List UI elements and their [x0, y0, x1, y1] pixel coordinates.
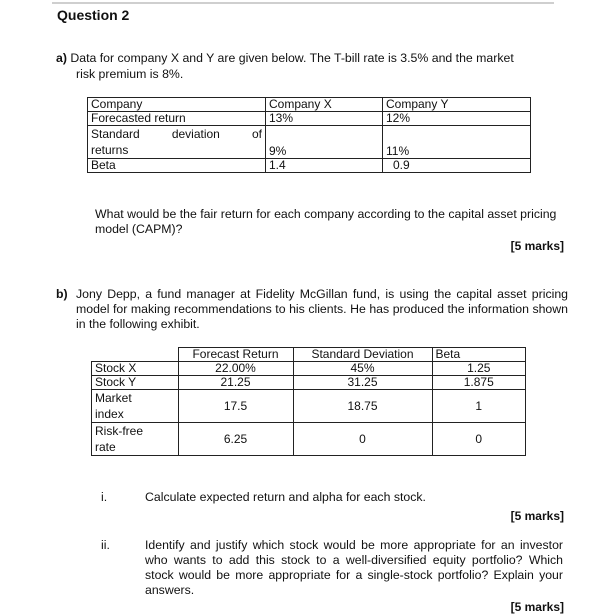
table-row	[92, 390, 526, 423]
company-data-table	[87, 97, 531, 173]
table-cell-sd-label	[88, 126, 266, 159]
table-header-cell	[92, 348, 179, 362]
table-cell: 6.25	[178, 423, 293, 456]
top-divider	[52, 2, 554, 4]
table-cell: 1	[432, 390, 526, 423]
table-cell: 22.00%	[178, 362, 293, 376]
table-cell: 1.25	[432, 362, 526, 376]
stock-exhibit-table	[91, 347, 526, 456]
sub-ii-text: Identify and justify which stock would be more appropriate for an investor who wants to add this stock to a well-diversified equity portfolio? Which stock would be more appropriate for a single-stock portfolio? Explain your answers.	[145, 538, 563, 597]
table-cell: 18.75	[293, 390, 432, 423]
table-row	[92, 376, 526, 390]
table-header-row	[92, 348, 526, 362]
table-cell: 0	[432, 423, 526, 456]
part-a-marks: [5 marks]	[510, 239, 564, 253]
table-cell: Beta	[88, 159, 266, 173]
sd-word: Standard	[91, 127, 140, 141]
part-b-intro-text: Jony Depp, a fund manager at Fidelity McGillan fund, is using the capital asset pricing model for making recommendations to his clients. He has produced the information shown in the following exhibit.	[76, 287, 568, 331]
part-b-intro	[56, 287, 568, 332]
risk-free-label: Risk-free rate	[95, 424, 144, 454]
sub-ii-marks: [5 marks]	[510, 600, 564, 614]
table-header-row	[88, 98, 531, 112]
table-header-cell: Standard Deviation	[293, 348, 432, 362]
sub-i-text: Calculate expected return and alpha for each stock.	[145, 490, 426, 504]
table-cell: 11%	[383, 126, 531, 159]
part-a-intro-line2: risk premium is 8%.	[76, 67, 184, 81]
table-cell: 9%	[266, 126, 383, 159]
table-cell: 45%	[293, 362, 432, 376]
table-cell: 1.875	[432, 376, 526, 390]
table-header-cell: Forecast Return	[178, 348, 293, 362]
sd-word: returns	[91, 143, 129, 157]
table-row	[88, 126, 531, 159]
table-header-cell: Company X	[266, 98, 383, 112]
part-a-question: What would be the fair return for each company according to the capital asset pricing model (CAPM)?	[95, 207, 557, 236]
table-cell: 13%	[266, 112, 383, 126]
table-cell	[92, 390, 179, 423]
table-row	[88, 159, 531, 173]
table-cell: 17.5	[178, 390, 293, 423]
table-cell: Stock X	[92, 362, 179, 376]
table-cell: 21.25	[178, 376, 293, 390]
table-cell: 31.25	[293, 376, 432, 390]
table-cell: 0.9	[383, 159, 531, 173]
table-cell: Stock Y	[92, 376, 179, 390]
sd-word: of	[251, 127, 262, 141]
table-cell	[92, 423, 179, 456]
sub-ii-label: ii.	[101, 538, 110, 552]
part-a-label: a)	[56, 51, 67, 65]
market-index-label: Market index	[95, 391, 132, 421]
table-cell: 0	[293, 423, 432, 456]
part-a-intro-line1: Data for company X and Y are given below. The T-bill rate is 3.5% and the market	[70, 51, 514, 65]
table-cell: Forecasted return	[88, 112, 266, 126]
table-header-cell: Company	[88, 98, 266, 112]
table-row	[88, 112, 531, 126]
table-row	[92, 423, 526, 456]
sub-i-label: i.	[101, 490, 108, 504]
question-heading: Question 2	[57, 7, 130, 23]
sd-word: deviation	[171, 127, 220, 141]
part-a-intro	[56, 50, 572, 82]
table-header-cell: Company Y	[383, 98, 531, 112]
part-b-label: b)	[56, 287, 68, 301]
table-row	[92, 362, 526, 376]
table-cell: 12%	[383, 112, 531, 126]
table-header-cell: Beta	[432, 348, 526, 362]
sub-i-marks: [5 marks]	[510, 509, 564, 523]
table-cell: 1.4	[266, 159, 383, 173]
